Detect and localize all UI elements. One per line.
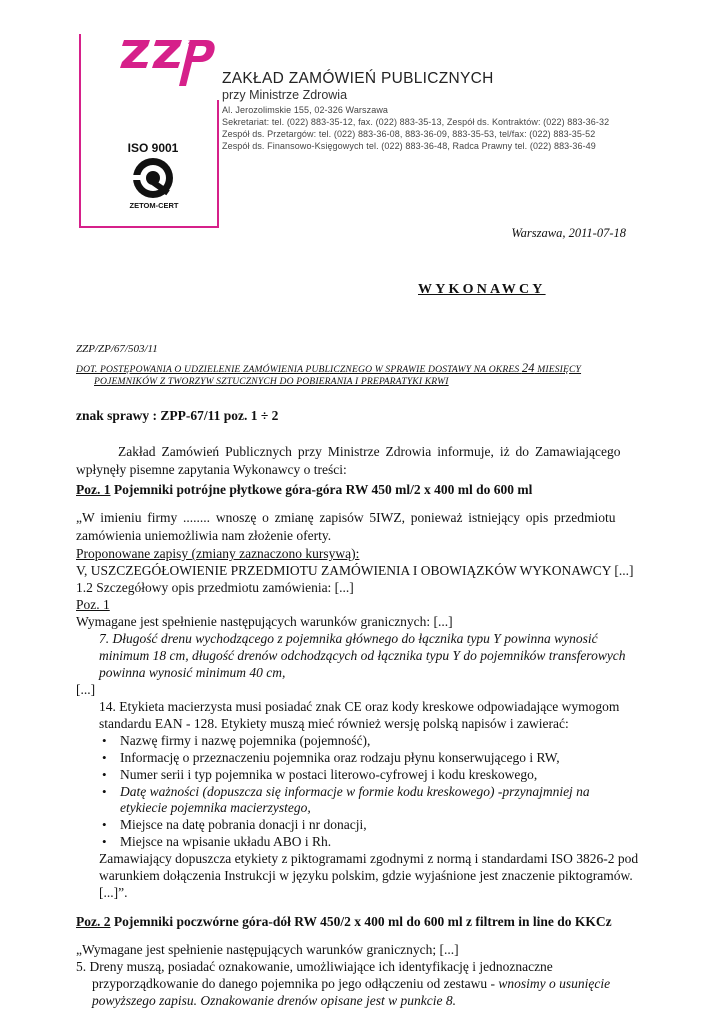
question1-line-2: zamówienia uniemożliwia nam złożenie oferty. <box>76 528 332 543</box>
poz1-subheading: Poz. 1 <box>76 597 110 612</box>
section-1-2: 1.2 Szczegółowy opis przedmiotu zamówienia: [...] <box>76 580 354 595</box>
item7-line-1: 7. Długość drenu wychodzącego z pojemnika głównego do łącznika typu Y powinna wynosić <box>99 631 598 646</box>
item14-line-1: 14. Etykieta macierzysta musi posiadać znak CE oraz kody kreskowe odpowiadające wymogom <box>99 699 620 714</box>
item7-line-3: powinna wynosić minimum 40 cm, <box>99 665 286 680</box>
question2-line-2: 5. Dreny muszą, posiadać oznakowanie, umożliwiające ich identyfikację i jednoznaczne <box>76 959 553 974</box>
question2-line-4: powyższego zapisu. Oznakowanie drenów opisane jest w punkcie 8. <box>92 993 456 1008</box>
poz2-label: Poz. 2 <box>76 914 111 929</box>
letterhead-frame-vertical-right <box>217 100 219 227</box>
contact-address: Al. Jerozolimskie 155, 02-326 Warszawa <box>222 105 389 115</box>
org-name: ZAKŁAD ZAMÓWIEŃ PUBLICZNYCH <box>222 70 494 87</box>
proposed-changes-label: Proponowane zapisy (zmiany zaznaczono kursywą): <box>76 546 360 561</box>
ellipsis: [...] <box>76 682 96 697</box>
recipients-heading: WYKONAWCY <box>418 282 546 297</box>
letterhead-frame-vertical <box>79 34 81 227</box>
subject-line-1-end: MIESIĘCY <box>534 364 582 375</box>
required-conditions: Wymagane jest spełnienie następujących warunków granicznych: [...] <box>76 614 453 629</box>
bullet-4: • <box>102 784 107 799</box>
bullet-3: • <box>102 767 107 782</box>
list-item: Datę ważności (dopuszcza się informacje w formie kodu kreskowego) -przynajmniej na <box>120 784 590 799</box>
list-item: Numer serii i typ pojemnika w postaci literowo-cyfrowej i kodu kreskowego, <box>120 767 538 782</box>
intro-line-1: Zakład Zamówień Publicznych przy Ministrze Zdrowia informuje, iż do Zamawiającego <box>118 444 621 459</box>
list-item: Miejsce na wpisanie układu ABO i Rh. <box>120 834 332 849</box>
contact-finance: Zespół ds. Finansowo-Księgowych tel. (022) 883-36-48, Radca Prawny tel. (022) 883-36-49 <box>222 141 596 151</box>
subject-months-number: 24 <box>521 361 535 375</box>
letterhead-frame-horizontal <box>79 226 219 228</box>
pictogram-paragraph-line-1: Zamawiający dopuszcza etykiety z piktogramami zgodnymi z normą i standardami ISO 3826-2 pod <box>99 851 639 866</box>
letter-date: Warszawa, 2011-07-18 <box>511 226 626 240</box>
bullet-5: • <box>102 817 107 832</box>
question2-line-1: „Wymagane jest spełnienie następujących warunków granicznych; [...] <box>76 942 459 957</box>
poz2-heading <box>76 914 612 930</box>
section-v-heading: V, USZCZEGÓŁOWIENIE PRZEDMIOTU ZAMÓWIENIA I OBOWIĄZKÓW WYKONAWCY [...] <box>76 563 634 578</box>
contact-tenders: Zespół ds. Przetargów: tel. (022) 883-36-08, 883-36-09, 883-35-53, tel/fax: (022) 883-35-52 <box>222 129 596 139</box>
iso-certificate-logo <box>128 155 178 201</box>
pictogram-paragraph-line-2: warunkiem dołączenia Instrukcji w języku polskim, gdzie wyjaśnione jest znaczenie piktogramów. <box>99 868 633 883</box>
subject-line-2: POJEMNIKÓW Z TWORZYW SZTUCZNYCH DO POBIERANIA I PREPARATYKI KRWI <box>94 376 449 387</box>
list-item: Nazwę firmy i nazwę pojemnika (pojemność), <box>120 733 371 748</box>
bullet-2: • <box>102 750 107 765</box>
reference-number: ZZP/ZP/67/503/11 <box>76 343 158 355</box>
list-item-continuation: etykiecie pojemnika macierzystego, <box>120 800 311 815</box>
poz1-heading <box>76 482 532 498</box>
pictogram-paragraph-line-3: [...]”. <box>99 885 128 900</box>
subject-line-1 <box>76 361 636 376</box>
case-number: znak sprawy : ZPP-67/11 poz. 1 ÷ 2 <box>76 408 279 423</box>
question2-line-3-text: przyporządkowanie do danego pojemnika po jego odłączeniu od zestawu - <box>92 976 499 991</box>
bullet-1: • <box>102 733 107 748</box>
list-item: Informację o przeznaczeniu pojemnika oraz rodzaju płynu konserwującego i RW, <box>120 750 560 765</box>
iso-label: ISO 9001 <box>127 141 179 155</box>
zzp-logo <box>118 34 218 88</box>
intro-line-2: wpłynęły pisemne zapytania Wykonawcy o treści: <box>76 462 347 477</box>
cert-label: ZETOM-CERT <box>129 201 179 210</box>
question1-line-1: „W imieniu firmy ........ wnoszę o zmianę zapisów 5IWZ, ponieważ istniejący opis przedmiotu <box>76 510 616 525</box>
poz2-title: Pojemniki poczwórne góra-dół RW 450/2 x 400 ml do 600 ml z filtrem in line do KKCz <box>110 914 612 929</box>
item7-line-2: minimum 18 cm, długość drenów odchodzących od łącznika typu Y do pojemników transferowych <box>99 648 626 663</box>
zzp-logo-text: ZZP <box>188 40 198 46</box>
item14-line-2: standardu EAN - 128. Etykiety muszą mieć również wersję polską napisów i zawierać: <box>99 716 569 731</box>
poz1-label: Poz. 1 <box>76 482 111 497</box>
poz1-title: Pojemniki potrójne płytkowe góra-góra RW 450 ml/2 x 400 ml do 600 ml <box>110 482 533 497</box>
list-item: Miejsce na datę pobrania donacji i nr donacji, <box>120 817 367 832</box>
subject-line-1-text: DOT. POSTĘPOWANIA O UDZIELENIE ZAMÓWIENIA PUBLICZNEGO W SPRAWIE DOSTAWY NA OKRES <box>76 364 522 375</box>
bullet-6: • <box>102 834 107 849</box>
question2-line-3 <box>92 976 610 992</box>
question2-line-3-italic: wnosimy o usunięcie <box>498 976 611 991</box>
org-subtitle: przy Ministrze Zdrowia <box>222 88 348 102</box>
contact-secretariat: Sekretariat: tel. (022) 883-35-12, fax. (022) 883-35-13, Zespół ds. Kontraktów: (022) 883-36-32 <box>222 117 610 127</box>
